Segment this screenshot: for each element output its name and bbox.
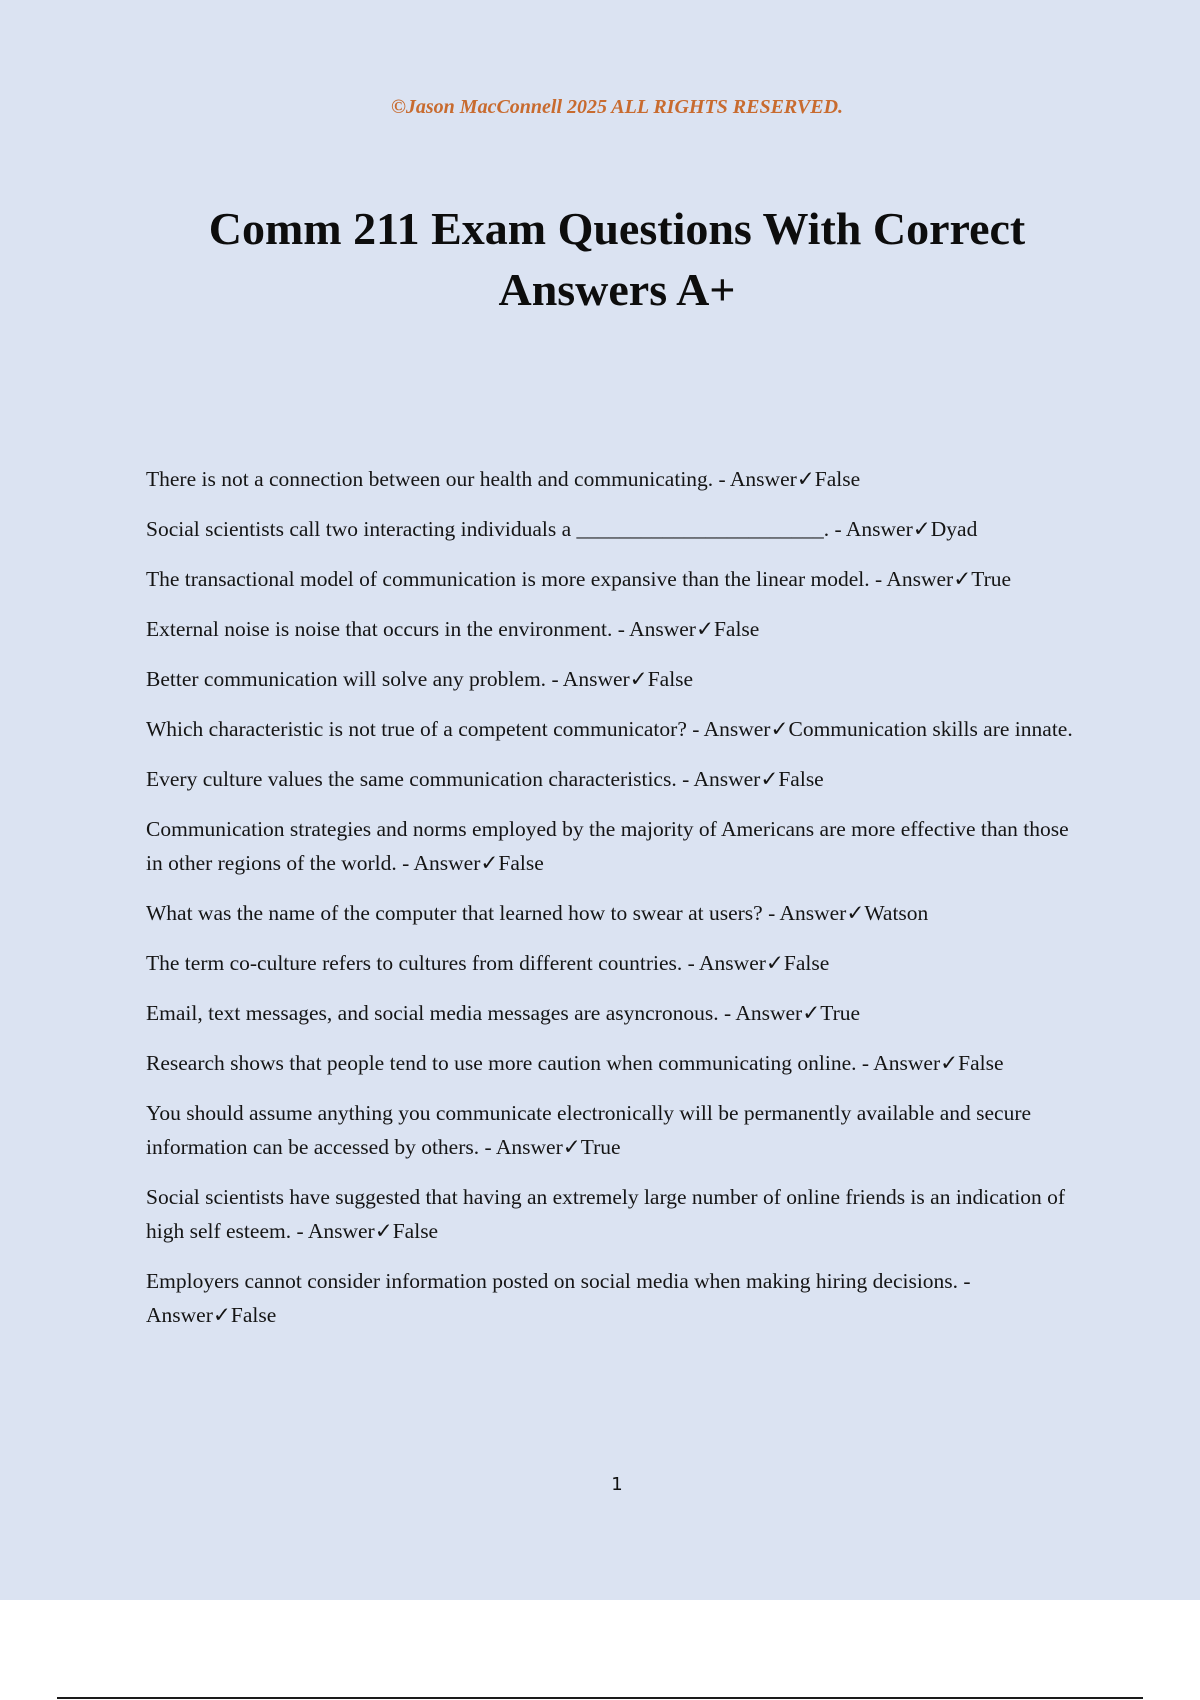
question-answer-item (146, 1046, 1086, 1080)
question-answer-item (146, 562, 1086, 596)
answer-label: Answer (495, 1135, 563, 1159)
answer-separator: - (686, 717, 704, 741)
answer-label: Answer (562, 667, 630, 691)
answer-text: Dyad (930, 517, 978, 541)
checkmark-icon: ✓ (760, 767, 779, 791)
answer-separator: - (682, 951, 700, 975)
answer-label: Answer (703, 717, 771, 741)
answer-text: False (783, 951, 830, 975)
answer-text: Watson (864, 901, 929, 925)
question-answer-item (146, 812, 1086, 880)
question-text: There is not a connection between our health and communicating. (146, 467, 714, 491)
checkmark-icon: ✓ (912, 517, 931, 541)
answer-text: False (713, 617, 760, 641)
question-answer-item (146, 712, 1086, 746)
question-text: The transactional model of communication is more expansive than the linear model. (146, 567, 870, 591)
answer-text: False (498, 851, 544, 875)
checkmark-icon: ✓ (212, 1303, 231, 1327)
answer-label: Answer (307, 1219, 375, 1243)
answer-text: True (971, 567, 1012, 591)
answer-text: True (580, 1135, 621, 1159)
question-text: Every culture values the same communication characteristics. (146, 767, 677, 791)
question-text: What was the name of the computer that learned how to swear at users? (146, 901, 763, 925)
answer-text: False (392, 1219, 439, 1243)
checkmark-icon: ✓ (480, 851, 499, 875)
checkmark-icon: ✓ (846, 901, 865, 925)
question-text: You should assume anything you communicate electronically will be permanently available and secure information can be accessed by others. (146, 1101, 1032, 1159)
document-title: Comm 211 Exam Questions With Correct Answers A+ (208, 203, 1026, 315)
checkmark-icon: ✓ (765, 951, 784, 975)
answer-separator: - (713, 467, 730, 491)
answer-label: Answer (735, 1001, 803, 1025)
answer-separator: - (856, 1051, 874, 1075)
answer-separator: - (958, 1269, 971, 1293)
checkmark-icon: ✓ (770, 717, 789, 741)
answer-text: False (814, 467, 861, 491)
question-answer-item (146, 1180, 1086, 1248)
answer-label: Answer (873, 1051, 941, 1075)
answer-text: False (958, 1051, 1004, 1075)
question-text: Social scientists have suggested that having an extremely large number of online friends is an indication of high self esteem. (146, 1185, 1066, 1243)
checkmark-icon: ✓ (796, 467, 815, 491)
answer-label: Answer (729, 467, 797, 491)
answer-separator: - (291, 1219, 308, 1243)
checkmark-icon: ✓ (562, 1135, 581, 1159)
answer-separator: - (612, 617, 630, 641)
checkmark-icon: ✓ (629, 667, 648, 691)
question-text: Research shows that people tend to use more caution when communicating online. (146, 1051, 857, 1075)
question-answer-item (146, 662, 1086, 696)
footer-divider (57, 1697, 1143, 1699)
question-text: Email, text messages, and social media messages are asyncronous. (146, 1001, 719, 1025)
answer-separator: - (546, 667, 563, 691)
checkmark-icon: ✓ (374, 1219, 393, 1243)
answer-separator: - (676, 767, 694, 791)
question-answer-item (146, 512, 1086, 546)
answer-label: Answer (699, 951, 766, 975)
answer-label: Answer (779, 901, 847, 925)
question-answer-item (146, 612, 1086, 646)
answer-label: Answer (413, 851, 481, 875)
checkmark-icon: ✓ (940, 1051, 959, 1075)
question-answer-item (146, 762, 1086, 796)
copyright-notice: ©Jason MacConnell 2025 ALL RIGHTS RESERVED. (390, 96, 844, 118)
question-text: External noise is noise that occurs in the environment. (146, 617, 613, 641)
answer-label: Answer (886, 567, 954, 591)
answer-label: Answer (629, 617, 696, 641)
question-text: Which characteristic is not true of a competent communicator? (146, 717, 687, 741)
answer-separator: - (396, 851, 414, 875)
answer-label: Answer (845, 517, 913, 541)
answer-separator: - (762, 901, 780, 925)
answer-separator: - (869, 567, 887, 591)
answer-text: Communication skills are innate. (788, 717, 1073, 741)
question-answer-item (146, 1264, 1086, 1332)
checkmark-icon: ✓ (802, 1001, 821, 1025)
question-text: The term co-culture refers to cultures from different countries. (146, 951, 683, 975)
checkmark-icon: ✓ (695, 617, 714, 641)
question-answer-item (146, 996, 1086, 1030)
question-text: Better communication will solve any problem. (146, 667, 547, 691)
answer-separator: - (829, 517, 846, 541)
question-answer-item (146, 896, 1086, 930)
answer-label: Answer (693, 767, 761, 791)
question-text: Employers cannot consider information posted on social media when making hiring decisions. (146, 1269, 959, 1293)
answer-label: Answer (146, 1303, 213, 1327)
question-text: Social scientists call two interacting individuals a _______________________. (146, 517, 830, 541)
checkmark-icon: ✓ (953, 567, 972, 591)
answer-text: True (820, 1001, 861, 1025)
question-text: Communication strategies and norms employed by the majority of Americans are more effective than those in other regions of the world. (146, 817, 1069, 875)
page-number: 1 (611, 1474, 623, 1495)
answer-text: False (778, 767, 824, 791)
answer-text: False (647, 667, 694, 691)
answer-separator: - (718, 1001, 736, 1025)
answer-separator: - (479, 1135, 496, 1159)
question-answer-item (146, 462, 1086, 496)
question-answer-list (146, 462, 1086, 1348)
question-answer-item (146, 1096, 1086, 1164)
answer-text: False (230, 1303, 277, 1327)
question-answer-item (146, 946, 1086, 980)
